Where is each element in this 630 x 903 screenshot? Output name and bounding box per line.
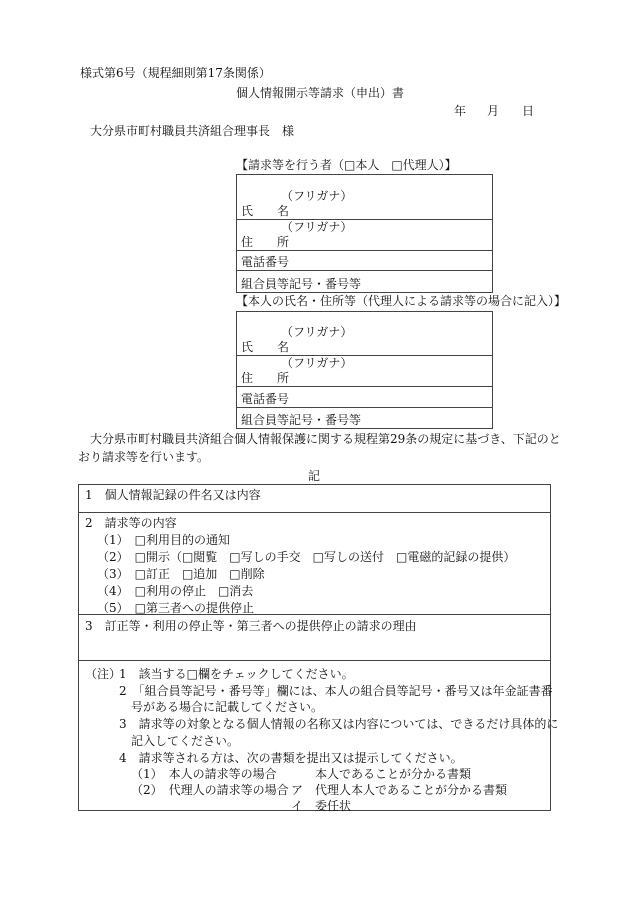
requester-member-label: 組合員等記号・番号等 (237, 271, 493, 293)
option-purpose-notice[interactable]: （1） □利用目的の通知 (97, 533, 230, 547)
notes-label: （注） (85, 667, 122, 681)
requester-phone-row[interactable] (237, 251, 493, 271)
note-4-1-doc: 本人であることが分かる書類 (315, 767, 472, 781)
requester-name-label: 氏 名 (241, 204, 290, 218)
form-id: 様式第6号（規程細則第17条関係） (80, 66, 271, 80)
requester-phone-label: 電話番号 (237, 251, 493, 271)
note-3a: 3 請求等の対象となる個人情報の名称又は内容については、できるだけ具体的に (119, 717, 559, 731)
note-2b: 号がある場合に記載してください。 (131, 700, 324, 714)
main-table (78, 484, 559, 813)
requester-name-row[interactable] (237, 175, 493, 220)
principal-furigana: （フリガナ） (281, 325, 353, 339)
option-correction[interactable]: （3） □訂正 □追加 □削除 (97, 567, 265, 581)
note-1: 1 該当する□欄をチェックしてください。 (119, 667, 354, 681)
requester-address-label: 住 所 (241, 235, 290, 249)
requester-member-row[interactable] (237, 271, 493, 293)
addressee: 大分県市町村職員共済組合理事長 様 (90, 124, 295, 138)
principal-phone-label: 電話番号 (237, 387, 493, 408)
section-1[interactable] (79, 485, 550, 513)
principal-member-row[interactable] (237, 408, 493, 429)
principal-address-label: 住 所 (241, 371, 290, 385)
ki-marker: 記 (308, 469, 321, 483)
principal-name-row[interactable] (237, 312, 493, 356)
principal-name-label: 氏 名 (241, 340, 290, 354)
option-third-party-stop[interactable]: （5） □第三者への提供停止 (97, 601, 254, 615)
note-3b: 記入してください。 (131, 734, 240, 748)
principal-address-row[interactable] (237, 356, 493, 387)
requester-heading: 【請求等を行う者（□本人 □代理人）】 (236, 158, 457, 172)
note-2a: 2 「組合員等記号・番号等」欄には、本人の組合員等記号・番号又は年金証書番 (119, 684, 553, 698)
requester-address-furigana: （フリガナ） (281, 220, 353, 234)
section-2[interactable] (79, 513, 550, 615)
principal-heading: 【本人の氏名・住所等（代理人による請求等の場合に記入）】 (236, 294, 567, 308)
note-4-2-label: （2） 代理人の請求等の場合 (131, 783, 289, 797)
note-4-2-doc-b: イ 委任状 (291, 799, 352, 813)
principal-phone-row[interactable] (237, 387, 493, 408)
intro-line-2: おり請求等を行います。 (78, 450, 210, 464)
date-month: 月 (487, 104, 500, 118)
form-title: 個人情報開示等請求（申出）書 (236, 86, 405, 100)
note-4: 4 請求等される方は、次の書類を提出又は提示してください。 (119, 751, 463, 765)
option-disclosure[interactable]: （2） □開示（□閲覧 □写しの手交 □写しの送付 □電磁的記録の提供） (97, 550, 516, 564)
principal-table (236, 311, 493, 429)
date-day: 日 (522, 104, 535, 118)
section-2-heading: 2 請求等の内容 (85, 516, 177, 530)
section-3[interactable] (79, 615, 550, 661)
requester-furigana: （フリガナ） (281, 189, 353, 203)
option-suspension[interactable]: （4） □利用の停止 □消去 (97, 584, 254, 598)
date-year: 年 (454, 104, 467, 118)
requester-address-row[interactable] (237, 220, 493, 251)
intro-line-1: 大分県市町村職員共済組合個人情報保護に関する規程第29条の規定に基づき、下記のと (90, 432, 561, 446)
principal-address-furigana: （フリガナ） (281, 356, 353, 370)
section-1-heading: 1 個人情報記録の件名又は内容 (85, 488, 261, 502)
principal-member-label: 組合員等記号・番号等 (237, 408, 493, 429)
note-4-1-label: （1） 本人の請求等の場合 (131, 767, 277, 781)
notes-section (79, 661, 559, 813)
section-3-heading: 3 訂正等・利用の停止等・第三者への提供停止の請求の理由 (85, 619, 417, 633)
note-4-2-doc-a: ア 代理人本人であることが分かる書類 (291, 783, 508, 797)
requester-table (236, 174, 493, 293)
